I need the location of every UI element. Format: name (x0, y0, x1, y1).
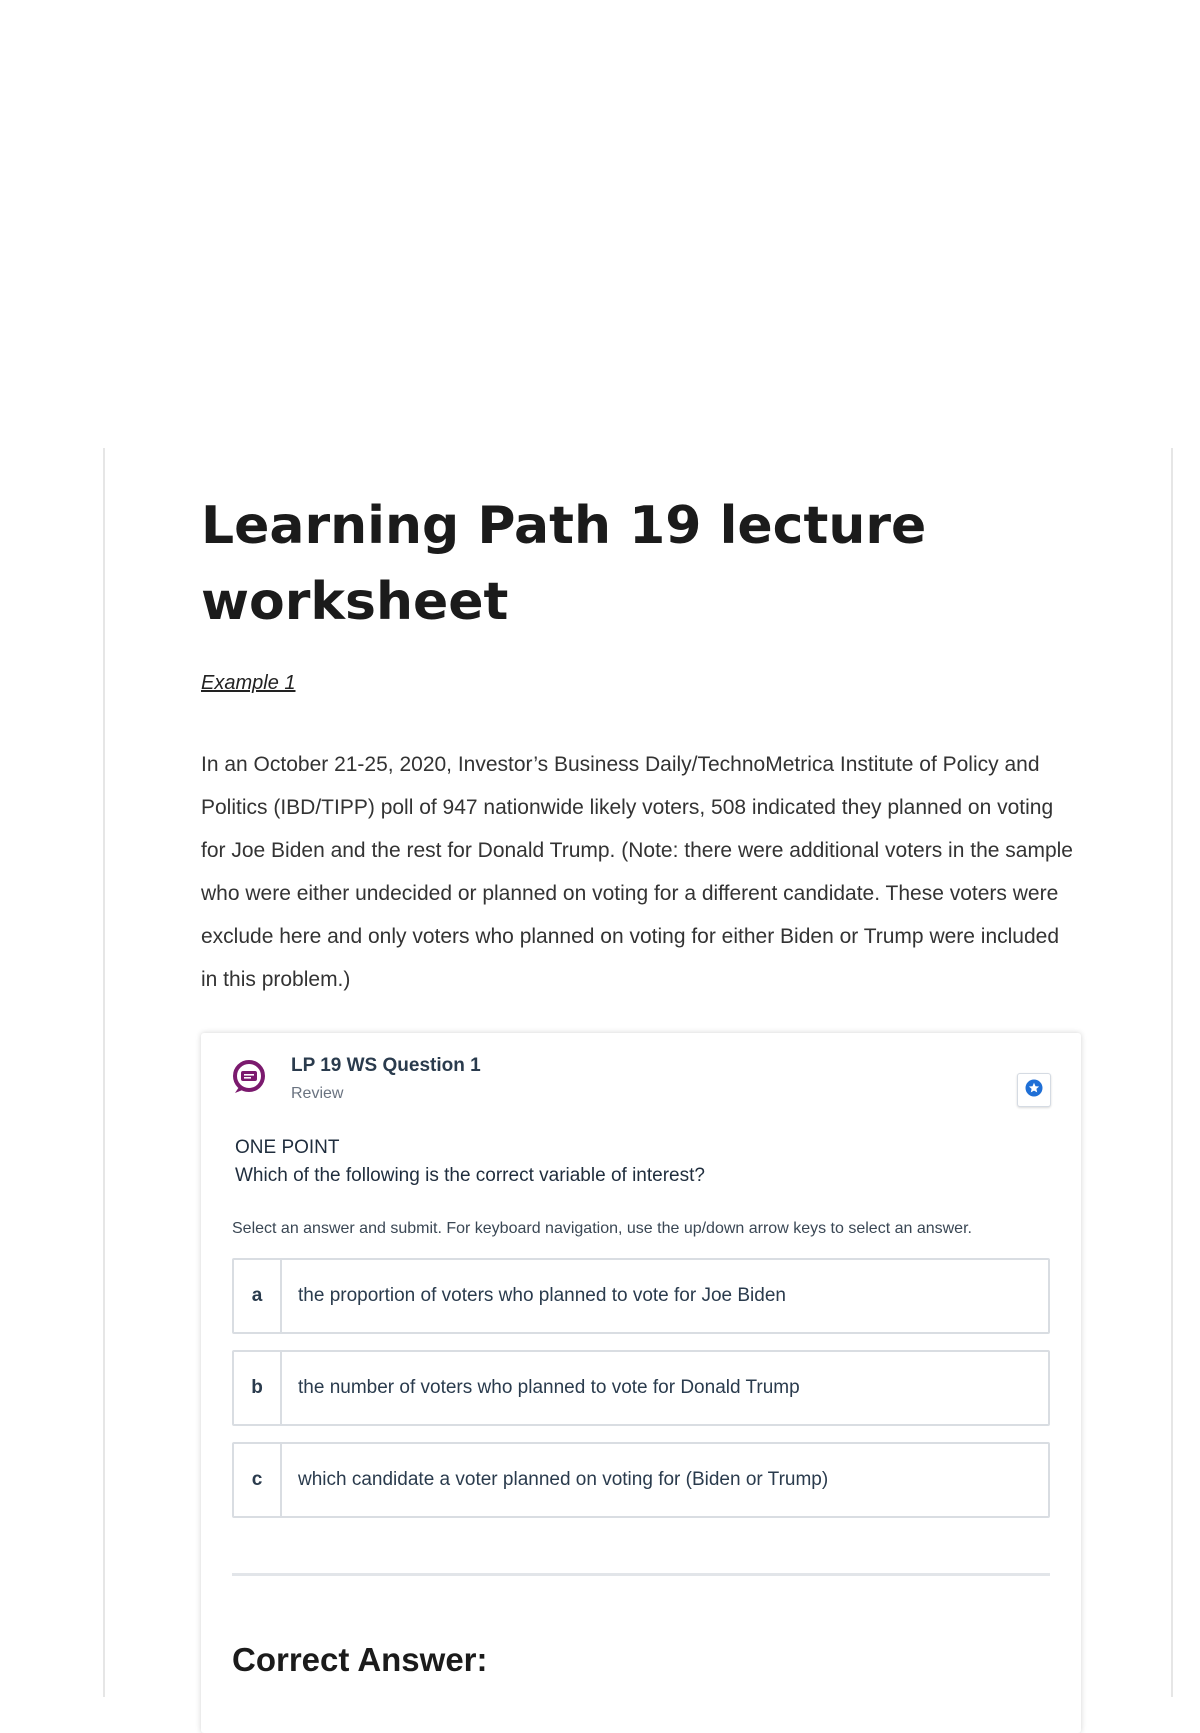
answer-options (232, 1258, 1050, 1534)
bookmark-button[interactable] (1017, 1073, 1051, 1107)
answer-option-c[interactable] (232, 1442, 1050, 1518)
page-title: Learning Path 19 lecture worksheet (201, 496, 927, 632)
question-card (201, 1033, 1081, 1733)
correct-answer-heading: Correct Answer: (232, 1641, 488, 1678)
points-label: ONE POINT (235, 1137, 340, 1158)
answer-option-b[interactable] (232, 1350, 1050, 1426)
question-prompt: Which of the following is the correct variable of interest? (235, 1165, 705, 1186)
question-header (231, 1051, 1051, 1111)
option-letter: b (234, 1352, 282, 1424)
star-badge-icon (1024, 1078, 1044, 1103)
answer-instructions: Select an answer and submit. For keyboard navigation, use the up/down arrow keys to select an answer. (232, 1220, 972, 1237)
section-divider (232, 1573, 1050, 1576)
option-letter: a (234, 1260, 282, 1332)
answer-option-a[interactable] (232, 1258, 1050, 1334)
question-subtitle: Review (291, 1085, 344, 1102)
example-label: Example 1 (201, 672, 296, 694)
question-title: LP 19 WS Question 1 (291, 1055, 481, 1076)
option-letter: c (234, 1444, 282, 1516)
option-text: which candidate a voter planned on voting for (Biden or Trump) (298, 1469, 829, 1490)
chat-bubble-icon (231, 1059, 267, 1095)
worksheet-page (103, 448, 1173, 1697)
intro-paragraph: In an October 21-25, 2020, Investor’s Business Daily/TechnoMetrica Institute of Policy and Politics (IBD/TIPP) poll of 947 nationwide likely voters, 508 indicated they planned on voting for Joe Biden and the rest for Donald Trump. (Note: there were additional voters in the sample who were either undecided or planned on voting for a different candidate. These voters were exclude here and only voters who planned on voting for either Biden or Trump were included in this problem.) (201, 753, 1073, 991)
option-text: the number of voters who planned to vote for Donald Trump (298, 1377, 800, 1398)
option-text: the proportion of voters who planned to vote for Joe Biden (298, 1285, 786, 1306)
